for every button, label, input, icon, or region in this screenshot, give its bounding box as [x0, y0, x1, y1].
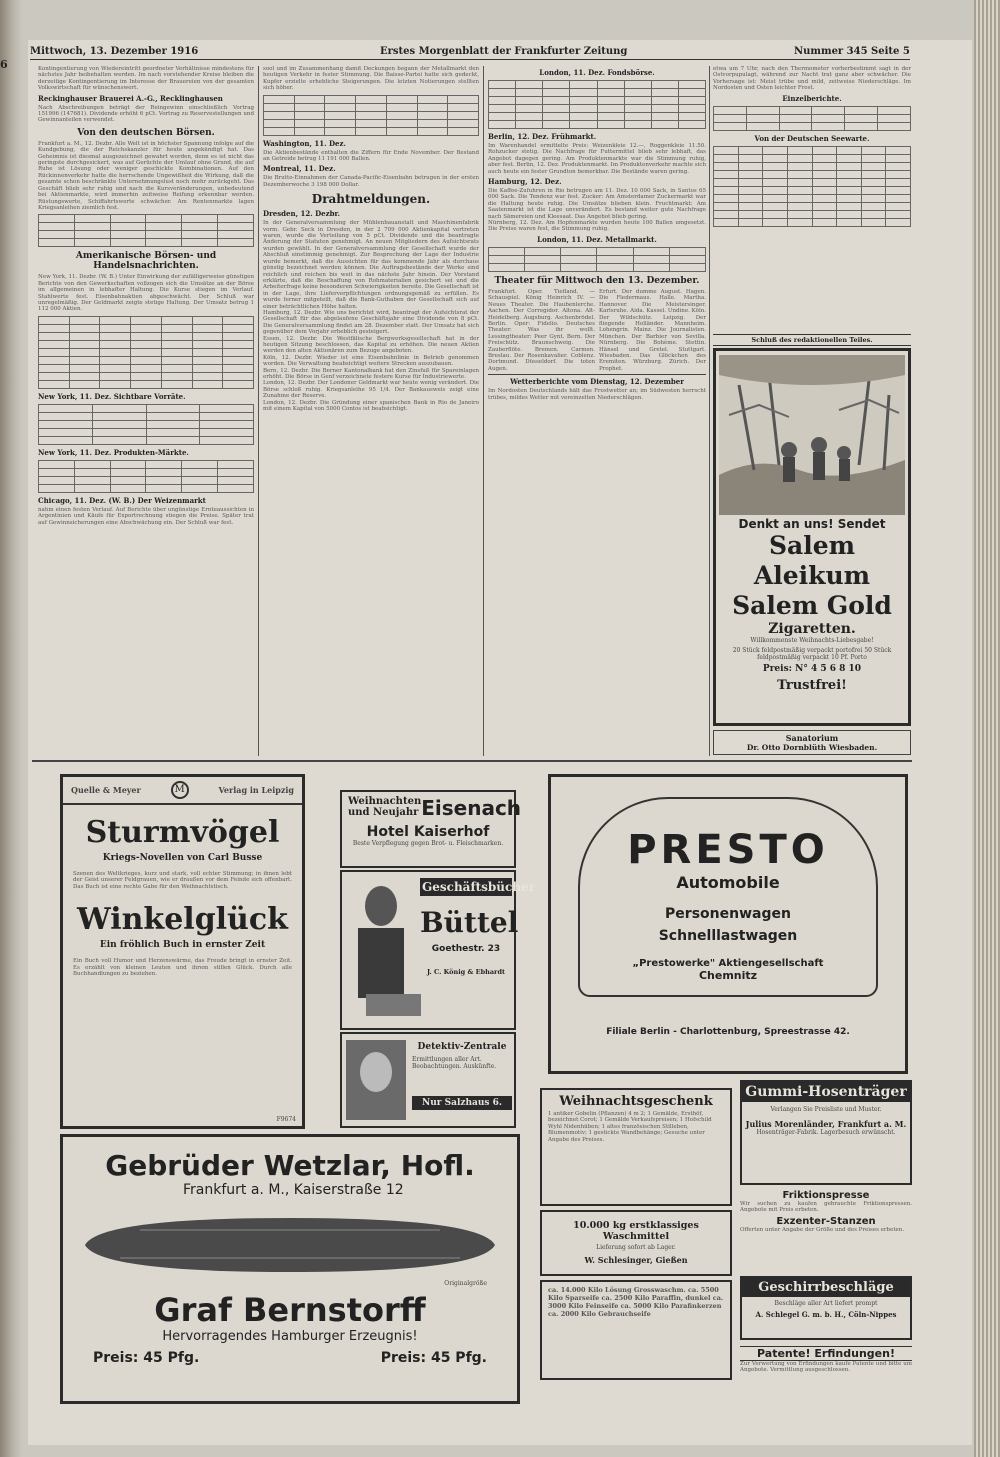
company-name: W. Schlesinger, Gießen	[584, 1255, 688, 1265]
brand-salem-aleikum: Salem Aleikum	[753, 531, 871, 590]
left-page-number: 6	[0, 58, 8, 71]
header-date: Mittwoch, 13. Dezember 1916	[30, 46, 199, 57]
seife-ad: ca. 14.000 Kilo Lösung Grosswaschm. ca. 5500 Kilo Sparseife ca. 2500 Kilo Paraffin, dunkel ca. 3000 Kilo Feinseife ca. 5000 Kilo Parafinkerzen ca. 2000 Kilo Gebrauchseife	[540, 1280, 732, 1380]
price-table	[38, 214, 254, 247]
header-page-number: Nummer 345 Seite 5	[794, 46, 910, 57]
weather-table	[713, 146, 911, 227]
article-heading: Von der Deutschen Seewarte.	[754, 133, 870, 143]
price-label: Preis: 45 Pfg.	[380, 1350, 487, 1366]
ad-slogan: Hervorragendes Hamburger Erzeugnis!	[162, 1329, 418, 1344]
sanatorium-ad	[713, 730, 911, 755]
ad-product: Schnelllastwagen	[658, 928, 798, 944]
ad-trustfrei: Trustfrei!	[777, 678, 847, 693]
section-heading: Von den deutschen Börsen.	[77, 127, 215, 138]
ad-line: Weihnachten	[348, 796, 422, 807]
presto-ad	[548, 774, 908, 1074]
sanatorium-doctor: Dr. Otto Dornblüth Wiesbaden.	[746, 743, 878, 752]
brand-salem-gold: Salem Gold	[732, 591, 892, 620]
article-heading: Hamburg, 12. Dez.	[488, 177, 562, 187]
salem-aleikum-ad: Denkt an uns! Sendet Salem Aleikum Salem Gold Zigaretten. Willkommenste Weihnachts-Liebesgabe! 20 Stück feldpostmäßig verpackt portofrei 50 Stück feldpostmäßig verpackt 10 Pf. Porto Preis: N° 4 5 6 8 10 Trustfrei!	[713, 348, 911, 726]
ad-headline: Friktionspresse	[782, 1190, 870, 1201]
ad-headline: Exzenter-Stanzen	[776, 1215, 876, 1227]
article-heading: London, 11. Dez. Metallmarkt.	[537, 234, 657, 244]
section-heading: Theater für Mittwoch den 13. Dezember.	[494, 275, 700, 286]
cigar-brand: Graf Bernstorff	[154, 1291, 426, 1329]
ad-note: Originalgröße	[444, 1280, 487, 1287]
column-markets: London, 11. Dez. Fondsbörse. Berlin, 12. Dez. Frühmarkt. Im Warenhandel ermittelte Preis: Weizenkleie 12.—, Roggenkleie 11.50. Rohzucker stetig. Die Nachfrage für Futtermittel blieb sehr lebhaft, das Angebot dagegen gering. Am Produktenmarkte war die Stimmung ruhig, aber fest. Berlin, 12. Dez. Produktenmarkt. Im Produktenverkehr machte sich auch heute ein fester Grundton bemerkbar. Die Bestände waren gering. Hamburg, 12. Dez. Die Kaffee-Zufuhren in Rio betrugen am 11. Dez. 10 000 Sack, in Santos 65 000 Sack. Die Tendenz war fest. Zucker: Am Amsterdamer Zuckermarkt war die Haltung heute ruhig. Die Umsätze blieben klein. Fruchtmarkt: Am Saatenmarkt ist die Lage unverändert. Es bestand weiter gute Nachfrage nach Sämereien und Kleesaat. Das Angebot blieb gering. Nürnberg, 12. Dez. Am Hopfenmarkte wurden heute 100 Ballen umgesetzt. Die Preise waren fest, die Stimmung ruhig. London, 11. Dez. Metallmarkt. Theater für Mittwoch den 13. Dezember. Frankfurt. Oper. Tiefland. — Schauspiel. König Heinrich IV. — Neues Theater. Die Haubenlerche. Aachen. Der Corregidor. Altona. Alt-Heidelberg. Augsburg. Aschenbrödel. Berlin. Oper: Fidelio. Deutsches Theater: Was ihr wollt. Lessingtheater: Peer Gynt. Bern. Der Freischütz. Braunschweig. Die Zauberflöte. Bremen. Carmen. Breslau. Der Rosenkavalier. Coblenz. Dortmund. Düsseldorf. Die toten Augen. Erfurt. Der dumme August. Hagen. Die Fledermaus. Halle. Martha. Hannover. Die Meistersinger. Karlsruhe. Aida. Kassel. Undine. Köln. Der Wildschütz. Leipzig. Der fliegende Holländer. Mannheim. Lohengrin. Mainz. Die Journalisten. München. Der Barbier von Sevilla. Nürnberg. Die Bohème. Stettin. Hänsel und Gretel. Stuttgart. Wiesbaden. Das Glöckchen des Eremiten. Würzburg. Zürich. Der Prophet. Wetterberichte vom Dienstag, 12. Dezember Im Nordosten Deutschlands hält das Frostwetter an; im Südwesten herrscht trübes, mildes Wetter mit vereinzelten Niederschlägen.	[488, 68, 706, 401]
ads-divider	[32, 760, 912, 762]
ad-price: Preis: N° 4 5 6 8 10	[762, 664, 862, 674]
article-heading: Montreal, 11. Dez.	[263, 164, 336, 174]
article-heading: London, 11. Dez. Fondsbörse.	[539, 68, 655, 77]
price-table	[38, 460, 254, 493]
article-heading: Chicago, 11. Dez. (W. B.) Der Weizenmarkt	[38, 495, 206, 505]
weather-table	[713, 106, 911, 131]
book-subtitle: Ein fröhlich Buch in ernster Zeit	[99, 940, 266, 951]
section-heading: Amerikanische Börsen- und Handelsnachrichten.	[75, 251, 217, 272]
detective-portrait	[346, 1040, 406, 1120]
ad-product: Automobile	[676, 873, 780, 892]
sanatorium-title: Sanatorium	[785, 733, 839, 743]
ad-headline: Denkt an uns! Sendet	[738, 517, 886, 531]
page-header	[30, 46, 910, 60]
page-stack-edge	[974, 0, 1000, 1457]
company-name: Julius Morenländer, Frankfurt a. M.	[745, 1119, 907, 1129]
ad-address: Nur Salzhaus 6.	[412, 1096, 512, 1110]
ad-product: Personenwagen	[665, 906, 791, 922]
detektiv-ad: Detektiv-Zentrale Ermittlungen aller Art. Beobachtungen. Auskünfte. Nur Salzhaus 6.	[340, 1032, 516, 1128]
column-telegrams: sool und im Zusammenhang damit Deckungen begann der Metallmarkt den heutigen Verkehr in fester Stimmung. Die Baisse-Partei hatte sich gedeckt, Kupfer erzielte erhebliche Steigerungen. Die letzten Notierungen stellten sich höher. Washington, 11. Dez. Die Aktienbestände enthalten die Ziffern für Ende November. Der Bestand an Getreide betrug 11 191 000 Ballen. Montreal, 11. Dez. Die Brutto-Einnahmen der Canada-Pacific-Eisenbahn betrugen in der ersten Dezemberwoche 3 198 000 Dollar. Drahtmeldungen. Dresden, 12. Dezbr. In der Generalversammlung der Mühlenbauanstalt und Maschinenfabrik vorm. Gebr. Seck in Dresden, in der 2 709 000 Aktienkapital vertreten waren, wurde die Verteilung von 5 pCt. Dividende und die beantragte Änderung der Statuten genehmigt. An neuen Mitgliedern des Aufsichtsrats wurden gewählt. In der Generalversammlung der Gesellschaft wurde der Abschluß einstimmig genehmigt. Zur Besprechung der Lage der Industrie wurde bemerkt, daß die Aussichten für das kommende Jahr als durchaus günstig bezeichnet werden können. Die Auftragsbestände der Werke sind reichlich und reichen bis weit in das nächste Jahr hinein. Der Vorstand erklärte, daß die Beschaffung von Rohmaterialien gesichert sei und die Arbeiterfrage keine besonderen Schwierigkeiten bereite. Die Gesellschaft ist in der Lage, ihre Lieferverpflichtungen ordnungsgemäß zu erfüllen. Es wurde ferner mitgeteilt, daß die Bank-Guthaben der Gesellschaft sich auf einer beträchtlichen Höhe halten. Hamburg, 12. Dezbr. Wie uns berichtet wird, beantragt der Aufsichtsrat der Gesellschaft für das abgelaufene Geschäftsjahr eine Dividende von 8 pCt. Die Generalversammlung findet am 28. Dezember statt. Der Umsatz hat sich gegenüber dem Vorjahr erheblich gesteigert. Essen, 12. Dezbr. Die Westfälische Bergwerksgesellschaft hat in der heutigen Sitzung beschlossen, das Kapital zu erhöhen. Die neuen Aktien werden den alten Aktionären zum Bezuge angeboten. Köln, 12. Dezbr. Wieder ist eine Eisenbahnlinie in Betrieb genommen worden. Die Verwaltung beabsichtigt weitere Strecken auszubauen. Bern, 12. Dezbr. Die Berner Kantonalbank hat den Zinsfuß für Spareinlagen erhöht. Die Börse in Genf verzeichnete festere Kurse für Industriewerte. London, 12. Dezbr. Der Londoner Geldmarkt war heute wenig verändert. Die Börse schloß ruhig. Kriegsanleihe 95 1/4. Der Bankausweis zeigt eine Zunahme der Reserve. London, 12. Dezbr. Die Gründung einer spanischen Bank in Rio de Janeiro mit einem Kapital von 5000 Contos ist beabsichtigt.	[263, 66, 479, 413]
article-heading: New York, 11. Dez. Sichtbare Vorräte.	[38, 391, 186, 401]
article-heading: Berlin, 12. Dez. Frühmarkt.	[488, 132, 597, 141]
price-table	[263, 95, 479, 136]
patente-ad: Patente! Erfindungen! Zur Verwertung von Erfindungen kaufe Patente und bitte um Angebote. Vermittlung ausgeschlossen.	[740, 1347, 912, 1374]
price-label: Preis: 45 Pfg.	[93, 1350, 200, 1366]
price-table	[488, 80, 706, 129]
brand-presto: PRESTO	[627, 827, 829, 873]
publisher-logo-icon: M	[171, 781, 189, 799]
column-divider	[483, 66, 484, 756]
book-subtitle: Kriegs-Novellen von Carl Busse	[102, 853, 263, 863]
waschmittel-ad: 10.000 kg erstklassiges Waschmittel Lieferung sofort ab Lager. W. Schlesinger, Gießen	[540, 1210, 732, 1276]
publisher-name: Quelle & Meyer	[71, 784, 141, 795]
ad-code: F9674	[276, 1116, 296, 1123]
quelle-meyer-ad: Quelle & Meyer M Verlag in Leipzig Sturmvögel Kriegs-Novellen von Carl Busse Szenen des Weltkrieges, kurz und stark, voll echter Stimmung; in ihnen lebt der Geist unserer Feldgrauen, wie er draußen vor dem Feinde sich offenbart. Das Buch ist eine rechte Gabe für den Weihnachtstisch. Winkelglück Ein fröhlich Buch in ernster Zeit Ein Buch voll Humor und Herzenswärme, das Freude bringt in ernster Zeit. Es erzählt von kleinen Leuten und ihrem stillen Glück. Durch alle Buchhandlungen zu beziehen. F9674	[60, 774, 305, 1129]
article-heading: Dresden, 12. Dezbr.	[263, 209, 340, 219]
article-heading: Reckinghauser Brauerei A.-G., Recklinghausen	[38, 93, 223, 103]
ad-product: Zigaretten.	[768, 621, 856, 637]
book-spine	[0, 0, 22, 1457]
price-table	[38, 316, 254, 389]
ad-address: Goethestr. 23	[431, 944, 501, 954]
ad-headline: Detektiv-Zentrale	[417, 1042, 507, 1052]
column-finance: Kontingentierung von Wiedereintritt geordneter Verhältnisse mindestens für nächstes Jahr beibehalten werden. Im nach vorstehender Kreise bleiben die derzeitige Kontingentierung im Interesse der Brauereien von der gesamten Volkswirtschaft für wünschenswert. Reckinghauser Brauerei A.-G., Recklinghausen Nach Abschreibungen beträgt der Reingewinn einschließlich Vortrag 151996 (147681). Dividende erhöht 6 pCt. Vortrag zu Reservestellungen und Gewinnanteilen verwendet. Von den deutschen Börsen. Frankfurt a. M., 12. Dezbr. Alle Welt ist in höchster Spannung infolge auf die Kundgebung, die der Reichskanzler für heute angekündigt hat. Das Geheimnis ist diesmal ausgezeichnet gewahrt worden, denn es ist nicht das geringste durchgesickert, was auf Gerüchte der Umlauf ohne Grund, die auf Ruhe ist Lösung oder weniger geschickte Kombinationen. Auf den Rückinnenverkehr hatte die herrschende Ungewißheit die Wirkung, daß die gesamte schon beschränkte Unternehmungslust noch mehr zurückgeht. Das Geschäft blieb sehr ruhig und nach die Kursveränderungen, unbedeutend bei Aktienmarkte, wird immerhin zeitweise Reifung erkennbar werden. Rüstungswerte, Schiffahrtswerte schwächer. Am Rentenmarkte lagen Kriegsanleihen ziemlich fest. Amerikanische Börsen- und Handelsnachrichten. New York, 11. Dezbr. (W. B.) Unter Einwirkung der zufälligerweise günstigen Berichte von den Gewerkschaften vollzogen sich die Umsätze an der Börse im allgemeinen in lebhafter Haltung. Die Kurse stiegen im Verlauf. Stahlwerte fest. Eisenbahnaktien abgeschwächt. Der Schluß war unregelmäßig. Der Geldmarkt zeigte stetige Haltung. Der Umsatz betrug 1 112 000 Aktien. New York, 11. Dez. Sichtbare Vorräte. New York, 11. Dez. Produkten-Märkte. Chicago, 11. Dez. (W. B.) Der Weizenmarkt nahm einen festen Verlauf. Auf Berichte über ungünstige Ernteaussichten in Argentinien und Käufe für Exportrechnung stiegen die Preise. Später trat auf Gewinnsicherungen eine Abschwächung ein. Der Schluß war fest.	[38, 66, 254, 526]
article-heading: Wetterberichte vom Dienstag, 12. Dezember	[488, 374, 706, 386]
man-with-book-illustration	[346, 876, 416, 1026]
buettel-ad	[340, 870, 536, 1030]
ad-manufacturer: J. C. König & Ebhardt	[426, 968, 506, 976]
company-city: Chemnitz	[698, 969, 758, 982]
hotel-name: Hotel Kaiserhof	[366, 824, 490, 840]
ad-slogan: Willkommenste Weihnachts-Liebesgabe!	[750, 637, 874, 644]
gummi-hosentraeger-ad: Gummi-Hosenträger Verlangen Sie Preisliste und Muster. Julius Morenländer, Frankfurt a. M. Hosenträger-Fabrik. Lagerbesuch erwünscht.	[740, 1080, 912, 1185]
article-heading: Einzelberichte.	[782, 93, 842, 103]
company-name: A. Schlegel G. m. b. H., Cöln-Nippes	[755, 1310, 897, 1319]
company-name: Gebrüder Wetzlar, Hofl.	[105, 1149, 475, 1182]
ad-headline: Geschirrbeschläge	[742, 1278, 910, 1297]
column-weather: etwa um 7 Uhr, nach den Thermometer vorherbestimmt sagt in der Ostvorpupulagt, während zur Nacht trat ganz aber schwächer. Die Vorhersage ist: Meist trübe und mild, zeitweise Niederschläge. Im Nordosten und Osten leichter Frost. Einzelberichte. Von der Deutschen Seewarte.	[713, 66, 911, 332]
section-heading: Drahtmeldungen.	[311, 192, 431, 207]
price-table	[488, 247, 706, 272]
publisher-city: Verlag in Leipzig	[218, 784, 294, 795]
book-title-sturmvoegel: Sturmvögel	[85, 815, 280, 850]
geschirrbeschlaege-ad: Geschirrbeschläge Beschläge aller Art liefert prompt A. Schlegel G. m. b. H., Cöln-Nippes	[740, 1276, 912, 1340]
cigar-illustration	[80, 1210, 500, 1280]
article-heading: Washington, 11. Dez.	[263, 138, 346, 148]
column-divider	[709, 66, 710, 756]
price-table	[38, 404, 254, 445]
ad-headline: Patente! Erfindungen!	[740, 1346, 912, 1361]
book-title-winkelglueck: Winkelglück	[77, 902, 288, 938]
friktion-ad: Friktionspresse Wir suchen zu kaufen gebrauchte Friktionspressen. Angebote mit Preis erbeten. Exzenter-Stanzen Offerten unter Angabe der Größe und des Preises erbeten.	[740, 1190, 912, 1233]
ad-headline: 10.000 kg erstklassiges Waschmittel	[573, 1220, 699, 1242]
brand-buettel: Büttel	[420, 906, 519, 939]
company-address: Frankfurt a. M., Kaiserstraße 12	[183, 1182, 404, 1198]
header-masthead: Erstes Morgenblatt der Frankfurter Zeitung	[380, 46, 628, 57]
branch-address: Filiale Berlin - Charlottenburg, Spreestrasse 42.	[606, 1027, 850, 1037]
article-heading: New York, 11. Dez. Produkten-Märkte.	[38, 447, 189, 457]
ad-line: und Neujahr	[348, 807, 419, 818]
ad-headline: Geschäftsbücher	[422, 880, 536, 894]
soldiers-illustration	[719, 355, 905, 515]
ad-headline: Gummi-Hosenträger	[742, 1082, 910, 1102]
company-name: „Prestowerke" Aktiengesellschaft	[632, 958, 824, 969]
city-name: Eisenach	[421, 796, 522, 820]
editorial-end: Schluß des redaktionellen Teiles.	[713, 334, 911, 346]
column-divider	[258, 66, 259, 756]
weihnachtsgeschenk-ad: Weihnachtsgeschenk 1 antiker Gobelin (Pflanzen) 4 m 2; 1 Gemälde, Ersthöf, bezeichnet Corot; 1 Gemälde Verkaufspreisen; 1 Hofschild Wyhl Nidenhüben; 1 altes französischen Stilleben, Blumenmotiv; 1 gestickte Wandbehänge; Gesuche unter Angabe des Preises.	[540, 1088, 732, 1206]
ad-headline: Weihnachtsgeschenk	[559, 1094, 713, 1109]
wetzlar-cigar-ad	[60, 1134, 520, 1404]
hotel-kaiserhof-ad: Weihnachten und Neujahr Eisenach Hotel Kaiserhof Beste Verpflegung gegen Brot- u. Fleischmarken.	[340, 790, 516, 868]
